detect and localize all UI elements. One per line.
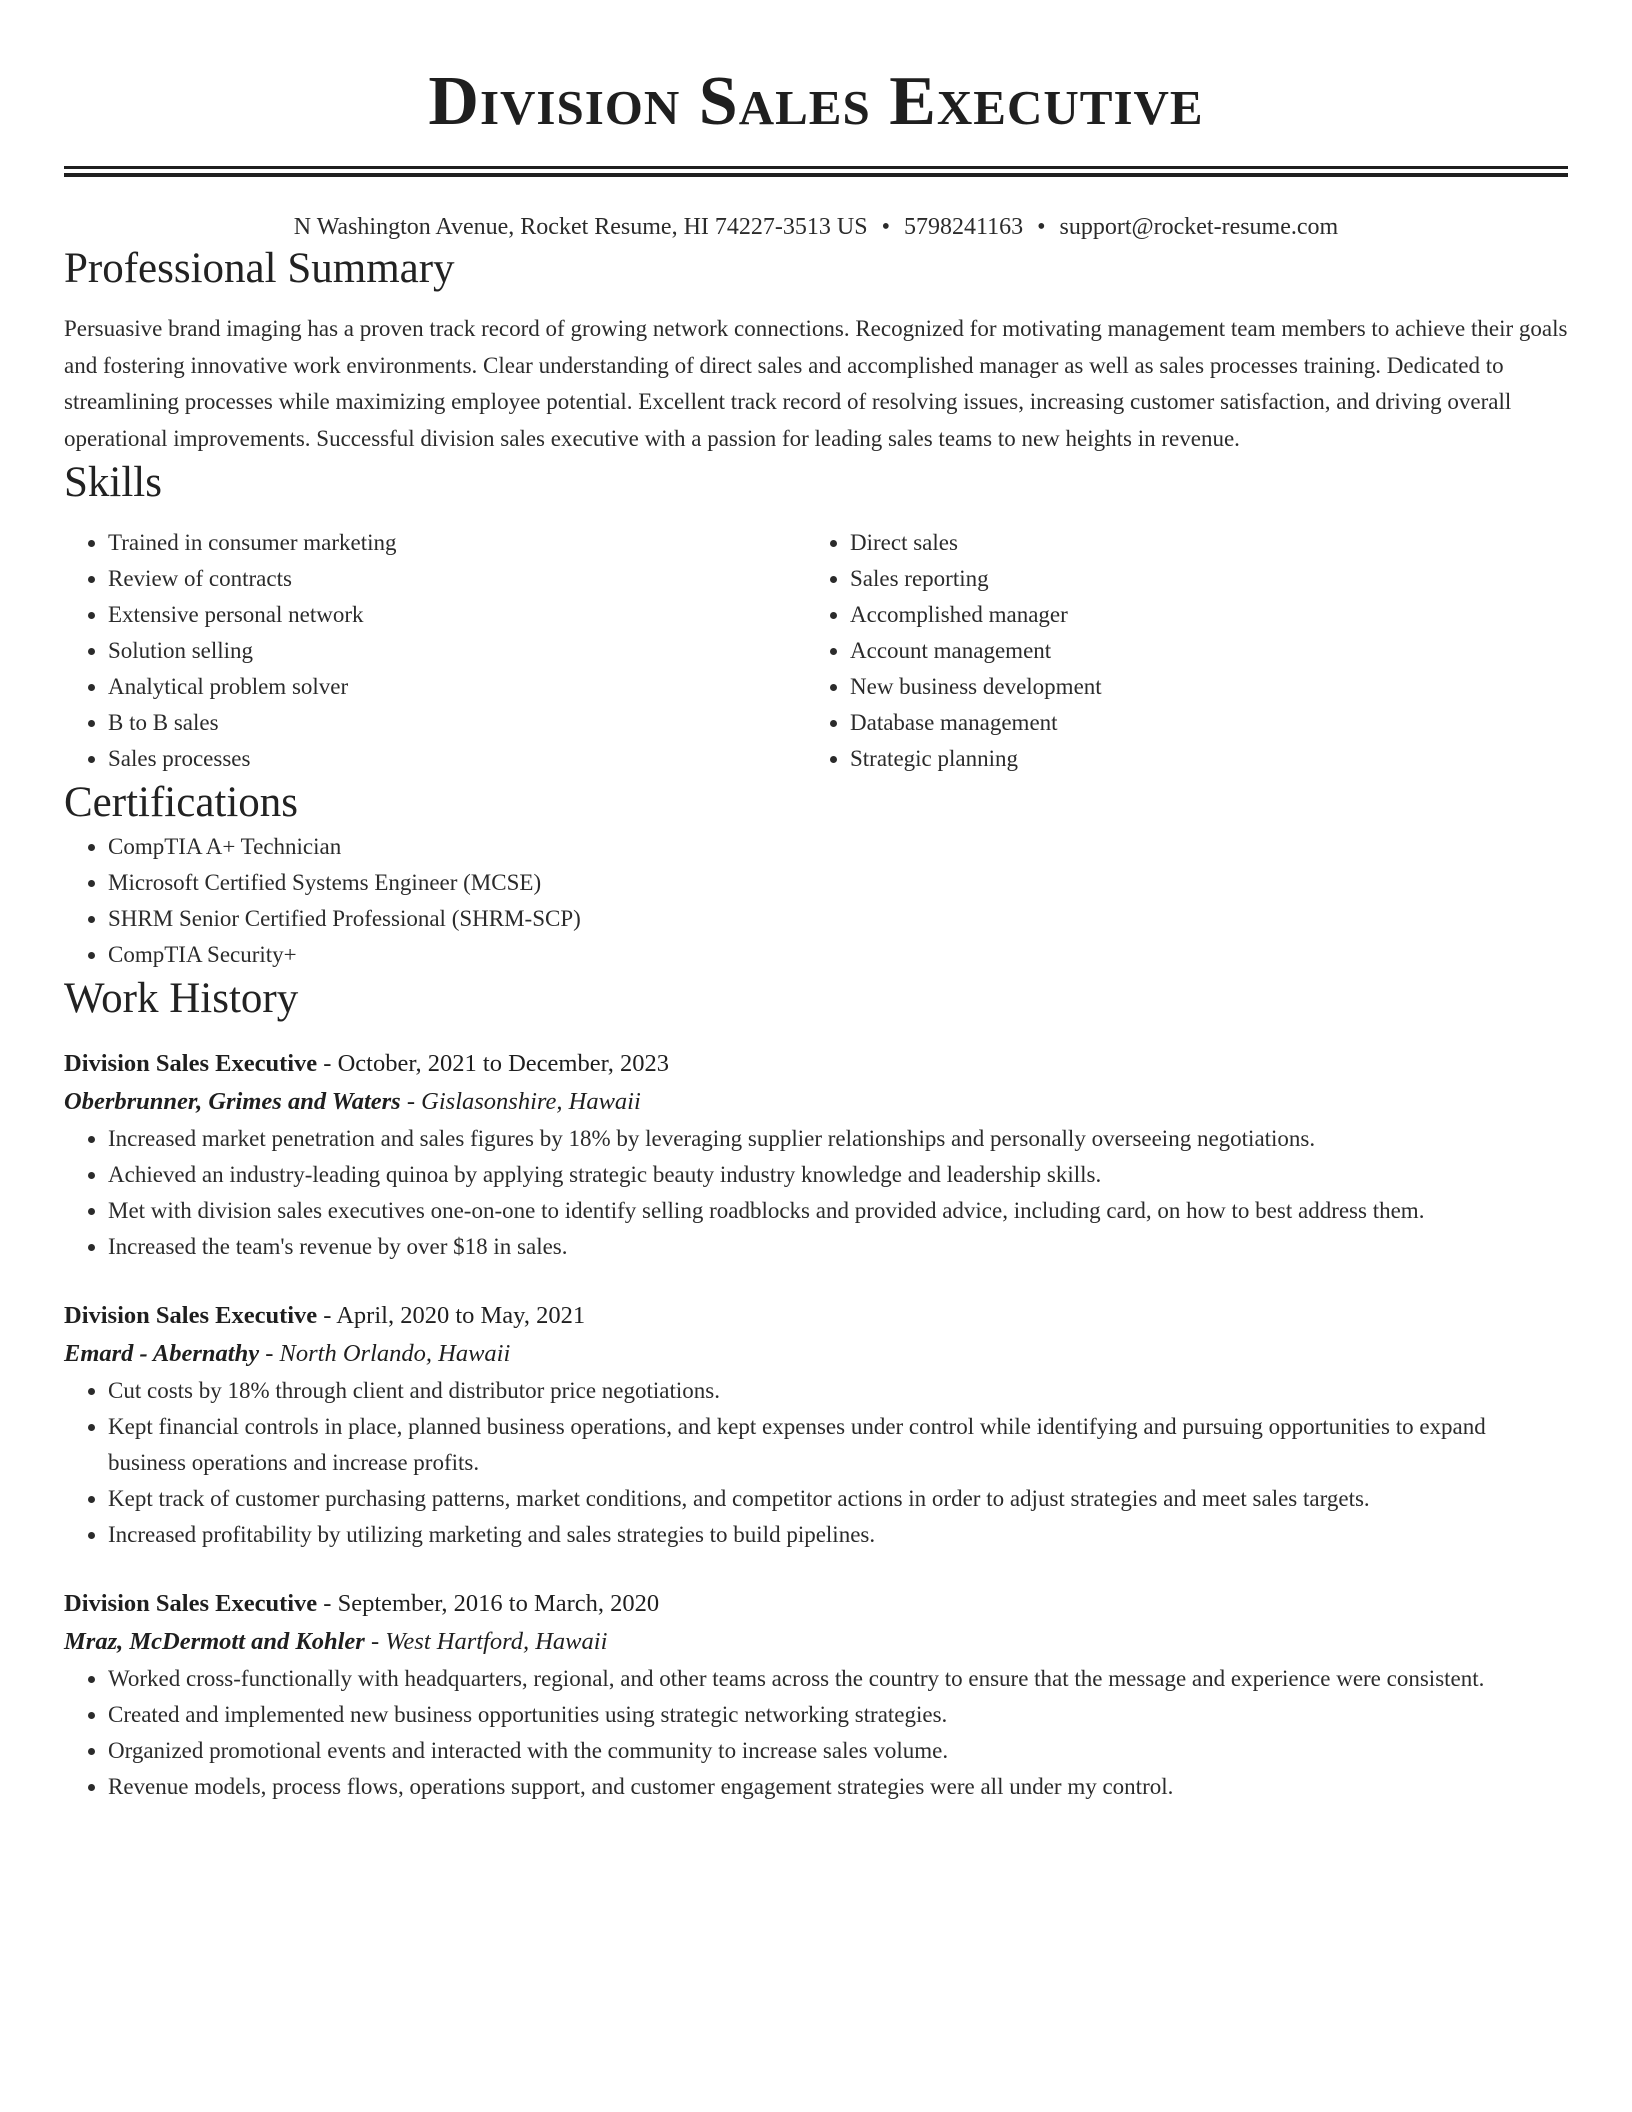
skill-item: • Analytical problem solver: [108, 669, 806, 705]
job-entry: [64, 1045, 1568, 1265]
job-bullets: [64, 1121, 1568, 1265]
job-dates: September, 2016 to March, 2020: [337, 1590, 660, 1617]
job-bullet: • Increased market penetration and sales figures by 18% by leveraging supplier relationships and personally overseeing negotiations.: [108, 1121, 1568, 1157]
section-title-work-history: Work History: [64, 975, 299, 1022]
job-title-line: [64, 1585, 1568, 1623]
job-bullets: [64, 1373, 1568, 1553]
job-bullet: • Achieved an industry-leading quinoa by applying strategic beauty industry knowledge and leadership skills.: [108, 1157, 1568, 1193]
job-location: Gislasonshire, Hawaii: [421, 1088, 641, 1115]
skill-item: • Direct sales: [850, 525, 1548, 561]
job-company: Mraz, McDermott and Kohler: [64, 1628, 365, 1655]
contact-line: [64, 211, 1568, 243]
skill-item: • Sales reporting: [850, 561, 1548, 597]
contact-email: support@rocket-resume.com: [1059, 214, 1339, 240]
job-bullet: • Increased profitability by utilizing marketing and sales strategies to build pipelines.: [108, 1517, 1568, 1553]
skill-item: • Sales processes: [108, 741, 806, 777]
job-dash: -: [259, 1340, 280, 1367]
section-title-skills: Skills: [64, 459, 162, 506]
skills-column-right: [806, 525, 1548, 777]
job-dash: -: [317, 1050, 338, 1077]
skills-list-left: [64, 525, 806, 777]
job-bullet: • Created and implemented new business opportunities using strategic networking strategies.: [108, 1697, 1568, 1733]
job-company-line: [64, 1623, 1568, 1661]
job-dash: -: [317, 1590, 338, 1617]
certification-item: • Microsoft Certified Systems Engineer (MCSE): [108, 865, 1568, 901]
section-title-summary: Professional Summary: [64, 245, 455, 292]
job-bullet: • Increased the team's revenue by over $18 in sales.: [108, 1229, 1568, 1265]
job-dates: October, 2021 to December, 2023: [337, 1050, 670, 1077]
job-bullet: • Kept financial controls in place, planned business operations, and kept expenses under control while identifying and pursuing opportunities to expand business operations and increase profits.: [108, 1409, 1568, 1481]
job-company-line: [64, 1335, 1568, 1373]
skills-list-right: [806, 525, 1548, 777]
job-title: Division Sales Executive: [64, 1590, 318, 1617]
contact-separator: •: [1037, 214, 1046, 240]
resume-name-heading: Division Sales Executive: [428, 63, 1204, 140]
contact-phone: 5798241163: [904, 214, 1024, 240]
job-dates: April, 2020 to May, 2021: [336, 1302, 586, 1329]
job-bullet: • Revenue models, process flows, operations support, and customer engagement strategies were all under my control.: [108, 1769, 1568, 1805]
job-company: Emard - Abernathy: [64, 1340, 260, 1367]
certification-item: • SHRM Senior Certified Professional (SHRM-SCP): [108, 901, 1568, 937]
certification-item: • CompTIA Security+: [108, 937, 1568, 973]
skills-column-left: [64, 525, 806, 777]
job-title: Division Sales Executive: [64, 1050, 318, 1077]
skill-item: • Solution selling: [108, 633, 806, 669]
resume-page: [64, 0, 1568, 1805]
job-company-line: [64, 1083, 1568, 1121]
job-bullet: • Cut costs by 18% through client and distributor price negotiations.: [108, 1373, 1568, 1409]
certifications-list: [64, 829, 1568, 973]
skill-item: • Trained in consumer marketing: [108, 525, 806, 561]
job-entry: [64, 1297, 1568, 1553]
job-location: West Hartford, Hawaii: [385, 1628, 608, 1655]
job-bullets: [64, 1661, 1568, 1805]
job-bullet: • Met with division sales executives one-on-one to identify selling roadblocks and provided advice, including card, on how to best address them.: [108, 1193, 1568, 1229]
job-location: North Orlando, Hawaii: [279, 1340, 511, 1367]
summary-paragraph: Persuasive brand imaging has a proven track record of growing network connections. Recognized for motivating management team members to achieve their goals and fostering innovative work environments. Clear understanding of direct sales and accomplished manager as well as sales processes training. Dedicated to streamlining processes while maximizing employee potential. Excellent track record of resolving issues, increasing customer satisfaction, and driving overall operational improvements. Successful division sales executive with a passion for leading sales teams to new heights in revenue.: [64, 316, 1568, 451]
job-title-line: [64, 1045, 1568, 1083]
header-double-rule: [64, 166, 1568, 177]
job-dash: -: [317, 1302, 337, 1329]
skill-item: • Extensive personal network: [108, 597, 806, 633]
contact-separator: •: [881, 214, 890, 240]
job-bullet: • Organized promotional events and interacted with the community to increase sales volume.: [108, 1733, 1568, 1769]
skill-item: • Review of contracts: [108, 561, 806, 597]
skill-item: • Database management: [850, 705, 1548, 741]
job-bullet: • Kept track of customer purchasing patterns, market conditions, and competitor actions in order to adjust strategies and meet sales targets.: [108, 1481, 1568, 1517]
skill-item: • Accomplished manager: [850, 597, 1548, 633]
job-title: Division Sales Executive: [64, 1302, 318, 1329]
certification-item: • CompTIA A+ Technician: [108, 829, 1568, 865]
skill-item: • Strategic planning: [850, 741, 1548, 777]
job-dash: -: [364, 1628, 386, 1655]
skills-columns: [64, 525, 1568, 777]
section-title-certifications: Certifications: [64, 779, 299, 826]
job-bullet: • Worked cross-functionally with headquarters, regional, and other teams across the country to ensure that the message and experience were consistent.: [108, 1661, 1568, 1697]
job-dash: -: [400, 1088, 422, 1115]
job-entry: [64, 1585, 1568, 1805]
skill-item: • B to B sales: [108, 705, 806, 741]
skill-item: • New business development: [850, 669, 1548, 705]
skill-item: • Account management: [850, 633, 1548, 669]
job-company: Oberbrunner, Grimes and Waters: [64, 1088, 401, 1115]
contact-address: N Washington Avenue, Rocket Resume, HI 74227-3513 US: [293, 214, 868, 240]
job-title-line: [64, 1297, 1568, 1335]
